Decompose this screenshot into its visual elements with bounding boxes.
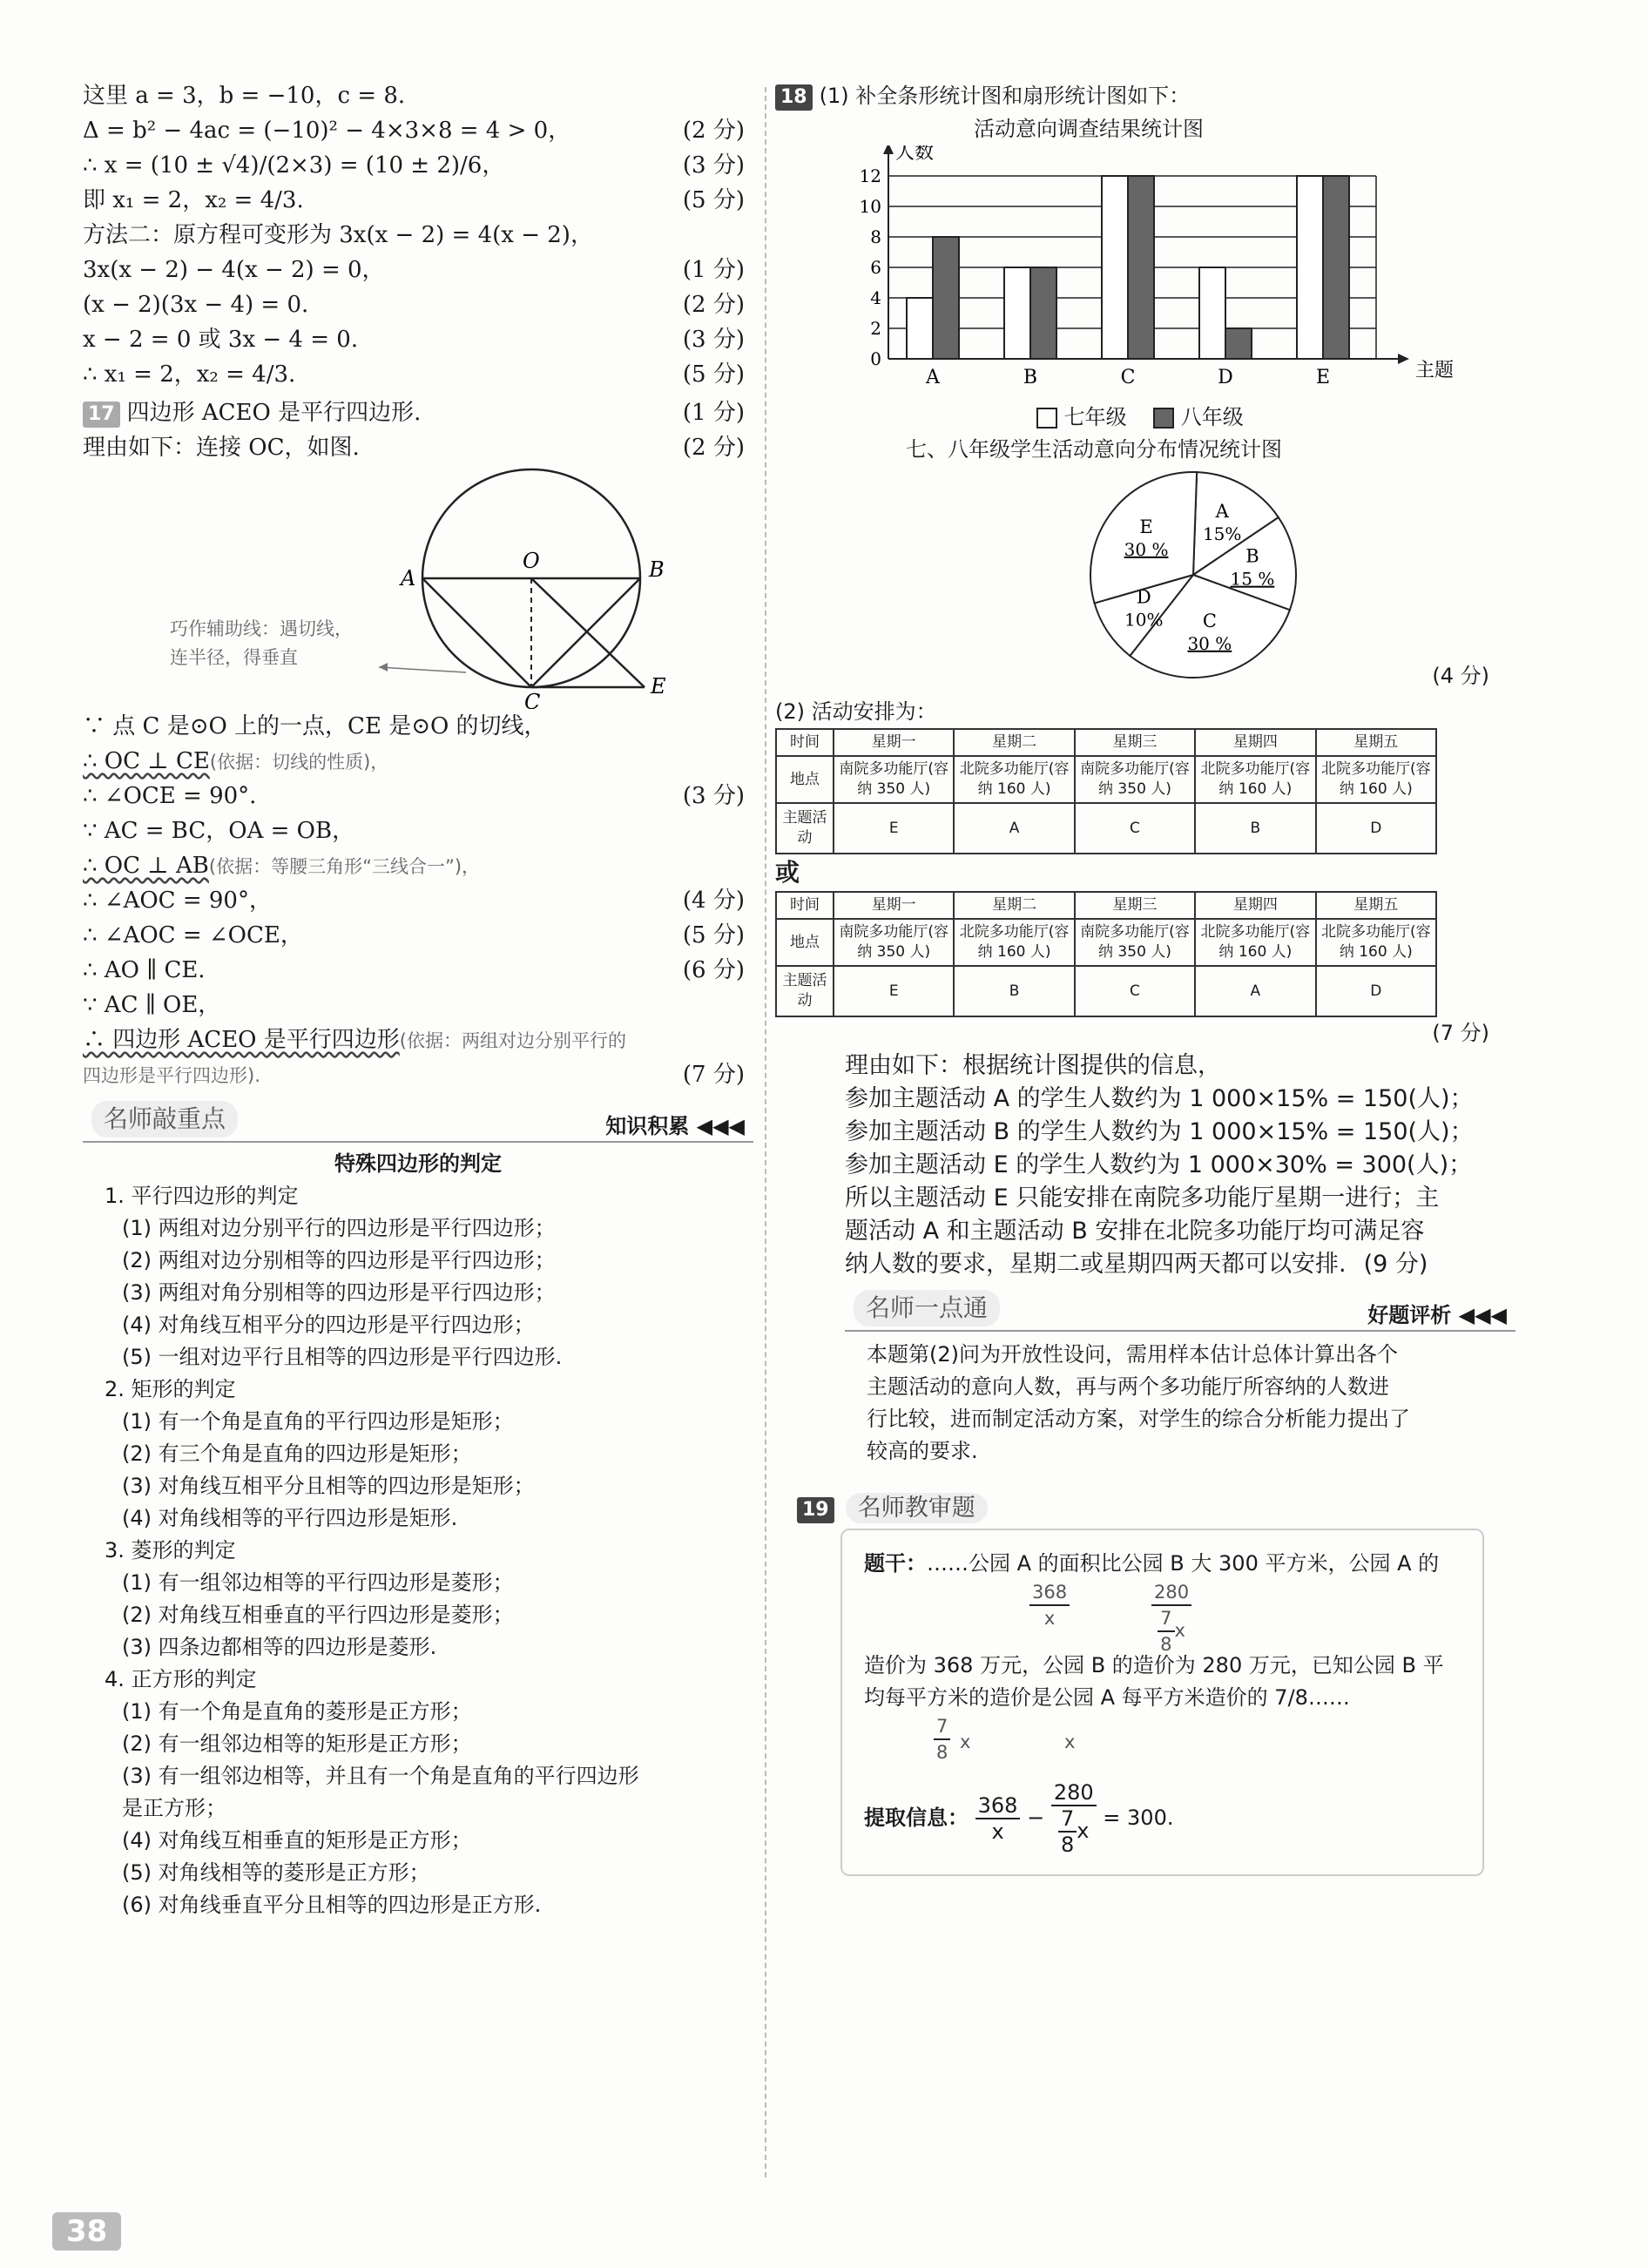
knowledge-item: 4. 正方形的判定 bbox=[105, 1667, 257, 1691]
bar-legend bbox=[1036, 402, 1515, 434]
pie-slice-label: B bbox=[1245, 545, 1259, 567]
knowledge-item: 2. 矩形的判定 bbox=[105, 1377, 236, 1401]
bar-7th bbox=[907, 298, 933, 359]
proof-line: ∵ AC = BC，OA = OB， bbox=[83, 818, 355, 844]
q18-intro: 18 (1) 补全条形统计图和扇形统计图如下： bbox=[775, 78, 1515, 113]
y-axis-arrow bbox=[883, 145, 894, 154]
table-cell: 星期二 bbox=[954, 892, 1074, 919]
x-tick-label: E bbox=[1315, 367, 1331, 388]
note-arrow-head bbox=[379, 663, 388, 672]
reason-lines bbox=[845, 1050, 1515, 1281]
pie-slice-value: 30 % bbox=[1187, 632, 1232, 654]
score-table: (7 分) bbox=[1432, 1021, 1489, 1045]
table-cell: A bbox=[954, 803, 1074, 854]
comment-banner-tag: 好题评析 ◀◀◀ bbox=[1367, 1303, 1507, 1327]
y-tick-label: 10 bbox=[859, 196, 881, 217]
solution-line: 方法二：原方程可变形为 3x(x − 2) = 4(x − 2)， bbox=[83, 222, 593, 248]
knowledge-item: (1) 有一个角是直角的平行四边形是矩形； bbox=[122, 1409, 514, 1434]
y-tick-label: 8 bbox=[870, 226, 881, 247]
row-header: 主题活动 bbox=[776, 966, 834, 1016]
solution-line: (x − 2)(3x − 4) = 0. (2 分) bbox=[83, 292, 745, 318]
reason-line: 所以主题活动 E 只能安排在南院多功能厅星期一进行；主 bbox=[845, 1185, 1440, 1212]
row-header: 时间 bbox=[776, 892, 834, 919]
solution-line: ∴ x₁ = 2，x₂ = 4/3. (5 分) bbox=[83, 361, 745, 388]
proof-line: ∴ OC ⊥ AB(依据：等腰三角形“三线合一”)， bbox=[83, 853, 481, 879]
y-tick-label: 2 bbox=[870, 318, 881, 339]
knowledge-item: 是正方形； bbox=[122, 1796, 226, 1820]
knowledge-title: 特殊四边形的判定 bbox=[334, 1151, 502, 1176]
pie-slice-label: C bbox=[1202, 610, 1217, 631]
table-cell: 北院多功能厅(容纳 160 人) bbox=[954, 919, 1074, 966]
comment-banner-title: 名师一点通 bbox=[854, 1290, 1000, 1326]
q17-line2: 理由如下：连接 OC，如图. (2 分) bbox=[83, 435, 745, 461]
row-header: 地点 bbox=[776, 919, 834, 966]
solution-line: 3x(x − 2) − 4(x − 2) = 0， (1 分) bbox=[83, 257, 745, 283]
comment-line: 主题活动的意向人数，再与两个多功能厅所容纳的人数进 bbox=[867, 1374, 1389, 1399]
table-cell: 南院多功能厅(容纳 350 人) bbox=[1075, 756, 1195, 803]
table-cell: 星期五 bbox=[1316, 892, 1436, 919]
table-cell: 星期三 bbox=[1075, 729, 1195, 756]
stem-annotations bbox=[864, 1580, 1465, 1655]
or-text: 或 bbox=[775, 858, 800, 887]
bar-8th bbox=[1323, 176, 1349, 359]
bar-chart bbox=[775, 145, 1489, 398]
y-tick-label: 4 bbox=[870, 287, 881, 308]
label-c: C bbox=[524, 690, 541, 709]
x-tick-label: B bbox=[1023, 367, 1038, 388]
table-cell: E bbox=[834, 966, 954, 1016]
y-tick-label: 12 bbox=[859, 165, 881, 186]
knowledge-item: (5) 一组对边平行且相等的四边形是平行四边形. bbox=[122, 1345, 563, 1369]
geometry-figure bbox=[83, 465, 753, 709]
legend-8th: 八年级 bbox=[1180, 405, 1244, 429]
right-column bbox=[775, 78, 1515, 1876]
table-cell: 星期一 bbox=[834, 729, 954, 756]
annotation-x: x bbox=[1064, 1731, 1076, 1752]
score-chart: (4 分) bbox=[1432, 664, 1489, 688]
reason-line: 参加主题活动 B 的学生人数约为 1 000×15% = 150(人)； bbox=[845, 1118, 1474, 1145]
q19-panel bbox=[840, 1529, 1484, 1876]
table-cell: 星期四 bbox=[1195, 892, 1315, 919]
knowledge-item: (1) 两组对边分别平行的四边形是平行四边形； bbox=[122, 1216, 556, 1240]
stem-annotations-2: $\frac{7}{8}$ x x bbox=[864, 1714, 1465, 1775]
schedule-table-2 bbox=[775, 891, 1437, 1017]
proof-line: ∴ 四边形 ACEO 是平行四边形(依据：两组对边分别平行的 bbox=[83, 1027, 626, 1053]
proof-line: ∵ AC ∥ OE， bbox=[83, 992, 221, 1018]
y-tick-label: 0 bbox=[870, 348, 881, 369]
reason-line: 理由如下：根据统计图提供的信息， bbox=[845, 1052, 1221, 1079]
q18-number: 18 bbox=[775, 84, 813, 111]
table-cell: 南院多功能厅(容纳 350 人) bbox=[834, 756, 954, 803]
schedule-table-1 bbox=[775, 728, 1437, 854]
knowledge-item: (1) 有一个角是直角的菱形是正方形； bbox=[122, 1699, 472, 1724]
comment-line: 行比较，进而制定活动方案，对学生的综合分析能力提出了 bbox=[867, 1407, 1410, 1431]
pie-slice-label: E bbox=[1139, 516, 1153, 537]
q19-section bbox=[797, 1488, 1515, 1876]
table-cell: B bbox=[954, 966, 1074, 1016]
table-cell: 北院多功能厅(容纳 160 人) bbox=[1316, 919, 1436, 966]
q19-banner: 名师教审题 bbox=[846, 1493, 988, 1523]
label-b: B bbox=[649, 557, 665, 582]
knowledge-item: (4) 对角线互相平分的四边形是平行四边形； bbox=[122, 1313, 535, 1337]
x-axis-arrow bbox=[1398, 354, 1409, 364]
pie-wrap bbox=[775, 466, 1515, 692]
solution-line: 这里 a = 3，b = −10，c = 8. bbox=[83, 83, 406, 109]
table-row bbox=[776, 919, 1436, 966]
reason-line: 纳人数的要求，星期二或星期四两天都可以安排. (9 分) bbox=[845, 1251, 1428, 1278]
legend-7th-swatch bbox=[1036, 408, 1057, 429]
knowledge-item: (2) 两组对边分别相等的四边形是平行四边形； bbox=[122, 1248, 556, 1272]
row-header: 时间 bbox=[776, 729, 834, 756]
annotation-280: 280 $\frac{7}{8}$ x bbox=[1151, 1580, 1191, 1657]
table-row bbox=[776, 756, 1436, 803]
label-e: E bbox=[651, 674, 666, 699]
table-cell: 北院多功能厅(容纳 160 人) bbox=[1316, 756, 1436, 803]
proof-line: ∵ 点 C 是⊙O 上的一点，CE 是⊙O 的切线， bbox=[83, 713, 547, 739]
knowledge-list bbox=[83, 1180, 753, 1921]
page-footer bbox=[52, 2212, 279, 2256]
pie-slice-label: A bbox=[1215, 501, 1229, 523]
knowledge-item: (1) 有一组邻边相等的平行四边形是菱形； bbox=[122, 1570, 514, 1595]
row-header: 主题活动 bbox=[776, 803, 834, 854]
reason-line: 参加主题活动 E 的学生人数约为 1 000×30% = 300(人)； bbox=[845, 1151, 1473, 1178]
page-number: 38 bbox=[52, 2212, 121, 2251]
solution-line: 即 x₁ = 2，x₂ = 4/3. (5 分) bbox=[83, 187, 745, 213]
table-cell: C bbox=[1075, 966, 1195, 1016]
knowledge-item: (3) 四条边都相等的四边形是菱形. bbox=[122, 1635, 437, 1659]
figure-note-1: 巧作辅助线：遇切线， bbox=[170, 618, 353, 639]
label-o: O bbox=[523, 549, 540, 573]
table-row bbox=[776, 803, 1436, 854]
pie-slice-value: 10% bbox=[1124, 609, 1164, 631]
legend-7th: 七年级 bbox=[1063, 405, 1127, 429]
table-cell: D bbox=[1316, 966, 1436, 1016]
table-row bbox=[776, 966, 1436, 1016]
table-cell: 北院多功能厅(容纳 160 人) bbox=[1195, 756, 1315, 803]
bar-7th bbox=[1004, 267, 1030, 359]
banner-tag: 知识积累 ◀◀◀ bbox=[605, 1114, 745, 1138]
annotation-368: $\frac{368}{x}$ bbox=[1029, 1580, 1070, 1630]
row-header: 地点 bbox=[776, 756, 834, 803]
proof-line: ∴ AO ∥ CE. (6 分) bbox=[83, 957, 745, 983]
knowledge-item: (2) 有三个角是直角的四边形是矩形； bbox=[122, 1441, 472, 1466]
x-tick-label: C bbox=[1120, 367, 1136, 388]
bar-7th bbox=[1199, 267, 1225, 359]
legend-8th-swatch bbox=[1153, 408, 1174, 429]
bar-8th bbox=[1225, 328, 1252, 359]
knowledge-item: (2) 有一组邻边相等的矩形是正方形； bbox=[122, 1731, 472, 1756]
knowledge-item: (6) 对角线垂直平分且相等的四边形是正方形. bbox=[122, 1893, 542, 1917]
pie-chart bbox=[775, 466, 1515, 692]
knowledge-item: 3. 菱形的判定 bbox=[105, 1538, 236, 1563]
table-row bbox=[776, 729, 1436, 756]
table-cell: 北院多功能厅(容纳 160 人) bbox=[954, 756, 1074, 803]
table-cell: 南院多功能厅(容纳 350 人) bbox=[834, 919, 954, 966]
stem-line3: 均每平方米的造价是公园 A 每平方米造价的 7/8…… bbox=[864, 1685, 1350, 1710]
bar-8th bbox=[933, 237, 959, 359]
figure-note-2: 连半径，得垂直 bbox=[170, 647, 298, 668]
pie-slice-value: 15 % bbox=[1230, 568, 1275, 590]
proof-line: 四边形是平行四边形). (7 分) bbox=[83, 1062, 745, 1088]
note-arrow bbox=[379, 667, 466, 672]
solution-line: Δ = b² − 4ac = (−10)² − 4×3×8 = 4 > 0， (2 分) bbox=[83, 118, 745, 144]
banner-title: 名师敲重点 bbox=[91, 1101, 238, 1137]
column-divider bbox=[765, 87, 766, 2177]
pie-chart-title: 七、八年级学生活动意向分布情况统计图 bbox=[906, 437, 1282, 462]
comment-lines bbox=[867, 1339, 1515, 1468]
left-column bbox=[83, 78, 753, 1921]
q17-line1: 17 四边形 ACEO 是平行四边形. (1 分) bbox=[83, 395, 753, 430]
pie-slice-label: D bbox=[1136, 586, 1151, 608]
stem-line1: 题干：……公园 A 的面积比公园 B 大 300 平方米，公园 A 的 bbox=[864, 1551, 1440, 1576]
proof-line: ∴ ∠OCE = 90°. (3 分) bbox=[83, 783, 745, 809]
table-cell: E bbox=[834, 803, 954, 854]
table-cell: A bbox=[1195, 966, 1315, 1016]
table-cell: 星期三 bbox=[1075, 892, 1195, 919]
knowledge-item: (2) 对角线互相垂直的平行四边形是菱形； bbox=[122, 1603, 514, 1627]
q17-number: 17 bbox=[83, 402, 120, 428]
y-axis-label: 人数 bbox=[895, 145, 935, 164]
annotation-7-8: $\frac{7}{8}$ bbox=[934, 1714, 950, 1765]
label-a: A bbox=[401, 566, 416, 591]
x-axis-label: 主题 bbox=[1415, 360, 1455, 381]
bar-8th bbox=[1030, 267, 1056, 359]
knowledge-item: (3) 对角线互相平分且相等的四边形是矩形； bbox=[122, 1474, 535, 1498]
knowledge-item: 1. 平行四边形的判定 bbox=[105, 1184, 299, 1208]
table-cell: 星期四 bbox=[1195, 729, 1315, 756]
bar-chart-title: 活动意向调查结果统计图 bbox=[974, 117, 1204, 141]
y-tick-label: 6 bbox=[870, 257, 881, 278]
comment-banner bbox=[845, 1290, 1515, 1332]
table-cell: 北院多功能厅(容纳 160 人) bbox=[1195, 919, 1315, 966]
solution-line: x − 2 = 0 或 3x − 4 = 0. (3 分) bbox=[83, 327, 745, 353]
table-cell: D bbox=[1316, 803, 1436, 854]
knowledge-item: (5) 对角线相等的菱形是正方形； bbox=[122, 1860, 430, 1885]
solution-lines bbox=[83, 78, 753, 392]
reason-line: 参加主题活动 A 的学生人数约为 1 000×15% = 150(人)； bbox=[845, 1085, 1474, 1112]
knowledge-banner bbox=[83, 1101, 753, 1143]
proof-line: ∴ OC ⊥ CE(依据：切线的性质)， bbox=[83, 748, 389, 774]
proof-line: ∴ ∠AOC = ∠OCE， (5 分) bbox=[83, 922, 745, 948]
knowledge-item: (4) 对角线相等的平行四边形是矩形. bbox=[122, 1506, 458, 1530]
solution-line: ∴ x = (10 ± √4)/(2×3) = (10 ± 2)/6， (3 分) bbox=[83, 152, 745, 179]
table-row bbox=[776, 892, 1436, 919]
plan-title: (2) 活动安排为： bbox=[775, 699, 937, 724]
x-tick-label: A bbox=[926, 367, 940, 388]
pie-slice-value: 15% bbox=[1202, 523, 1242, 545]
proof-lines bbox=[83, 709, 753, 1092]
knowledge-item: (4) 对角线互相垂直的矩形是正方形； bbox=[122, 1828, 472, 1853]
knowledge-item: (3) 两组对角分别相等的四边形是平行四边形； bbox=[122, 1280, 556, 1305]
table-cell: 南院多功能厅(容纳 350 人) bbox=[1075, 919, 1195, 966]
table-cell: C bbox=[1075, 803, 1195, 854]
knowledge-item: (3) 有一组邻边相等，并且有一个角是直角的平行四边形 bbox=[122, 1764, 639, 1788]
comment-line: 较高的要求. bbox=[867, 1439, 978, 1463]
table-cell: B bbox=[1195, 803, 1315, 854]
comment-line: 本题第(2)问为开放性设问，需用样本估计总体计算出各个 bbox=[867, 1342, 1398, 1367]
extract-info: 提取信息： $\frac{368}{x}$ − 280 $\frac{7}{8}$ x = 300. bbox=[864, 1780, 1174, 1857]
q19-number: 19 bbox=[797, 1497, 834, 1523]
table-cell: 星期五 bbox=[1316, 729, 1436, 756]
bar-8th bbox=[1128, 176, 1154, 359]
bar-7th bbox=[1102, 176, 1128, 359]
circle-diagram bbox=[83, 465, 753, 709]
x-tick-label: D bbox=[1218, 367, 1233, 388]
reason-line: 题活动 A 和主题活动 B 安排在北院多功能厅均可满足容 bbox=[845, 1218, 1425, 1245]
proof-line: ∴ ∠AOC = 90°， (4 分) bbox=[83, 888, 745, 914]
table-cell: 星期二 bbox=[954, 729, 1074, 756]
table-cell: 星期一 bbox=[834, 892, 954, 919]
pie-slice-value: 30 % bbox=[1124, 538, 1169, 560]
stem-line2: 造价为 368 万元，公园 B 的造价为 280 万元，已知公园 B 平 bbox=[864, 1653, 1444, 1677]
bar-7th bbox=[1297, 176, 1323, 359]
